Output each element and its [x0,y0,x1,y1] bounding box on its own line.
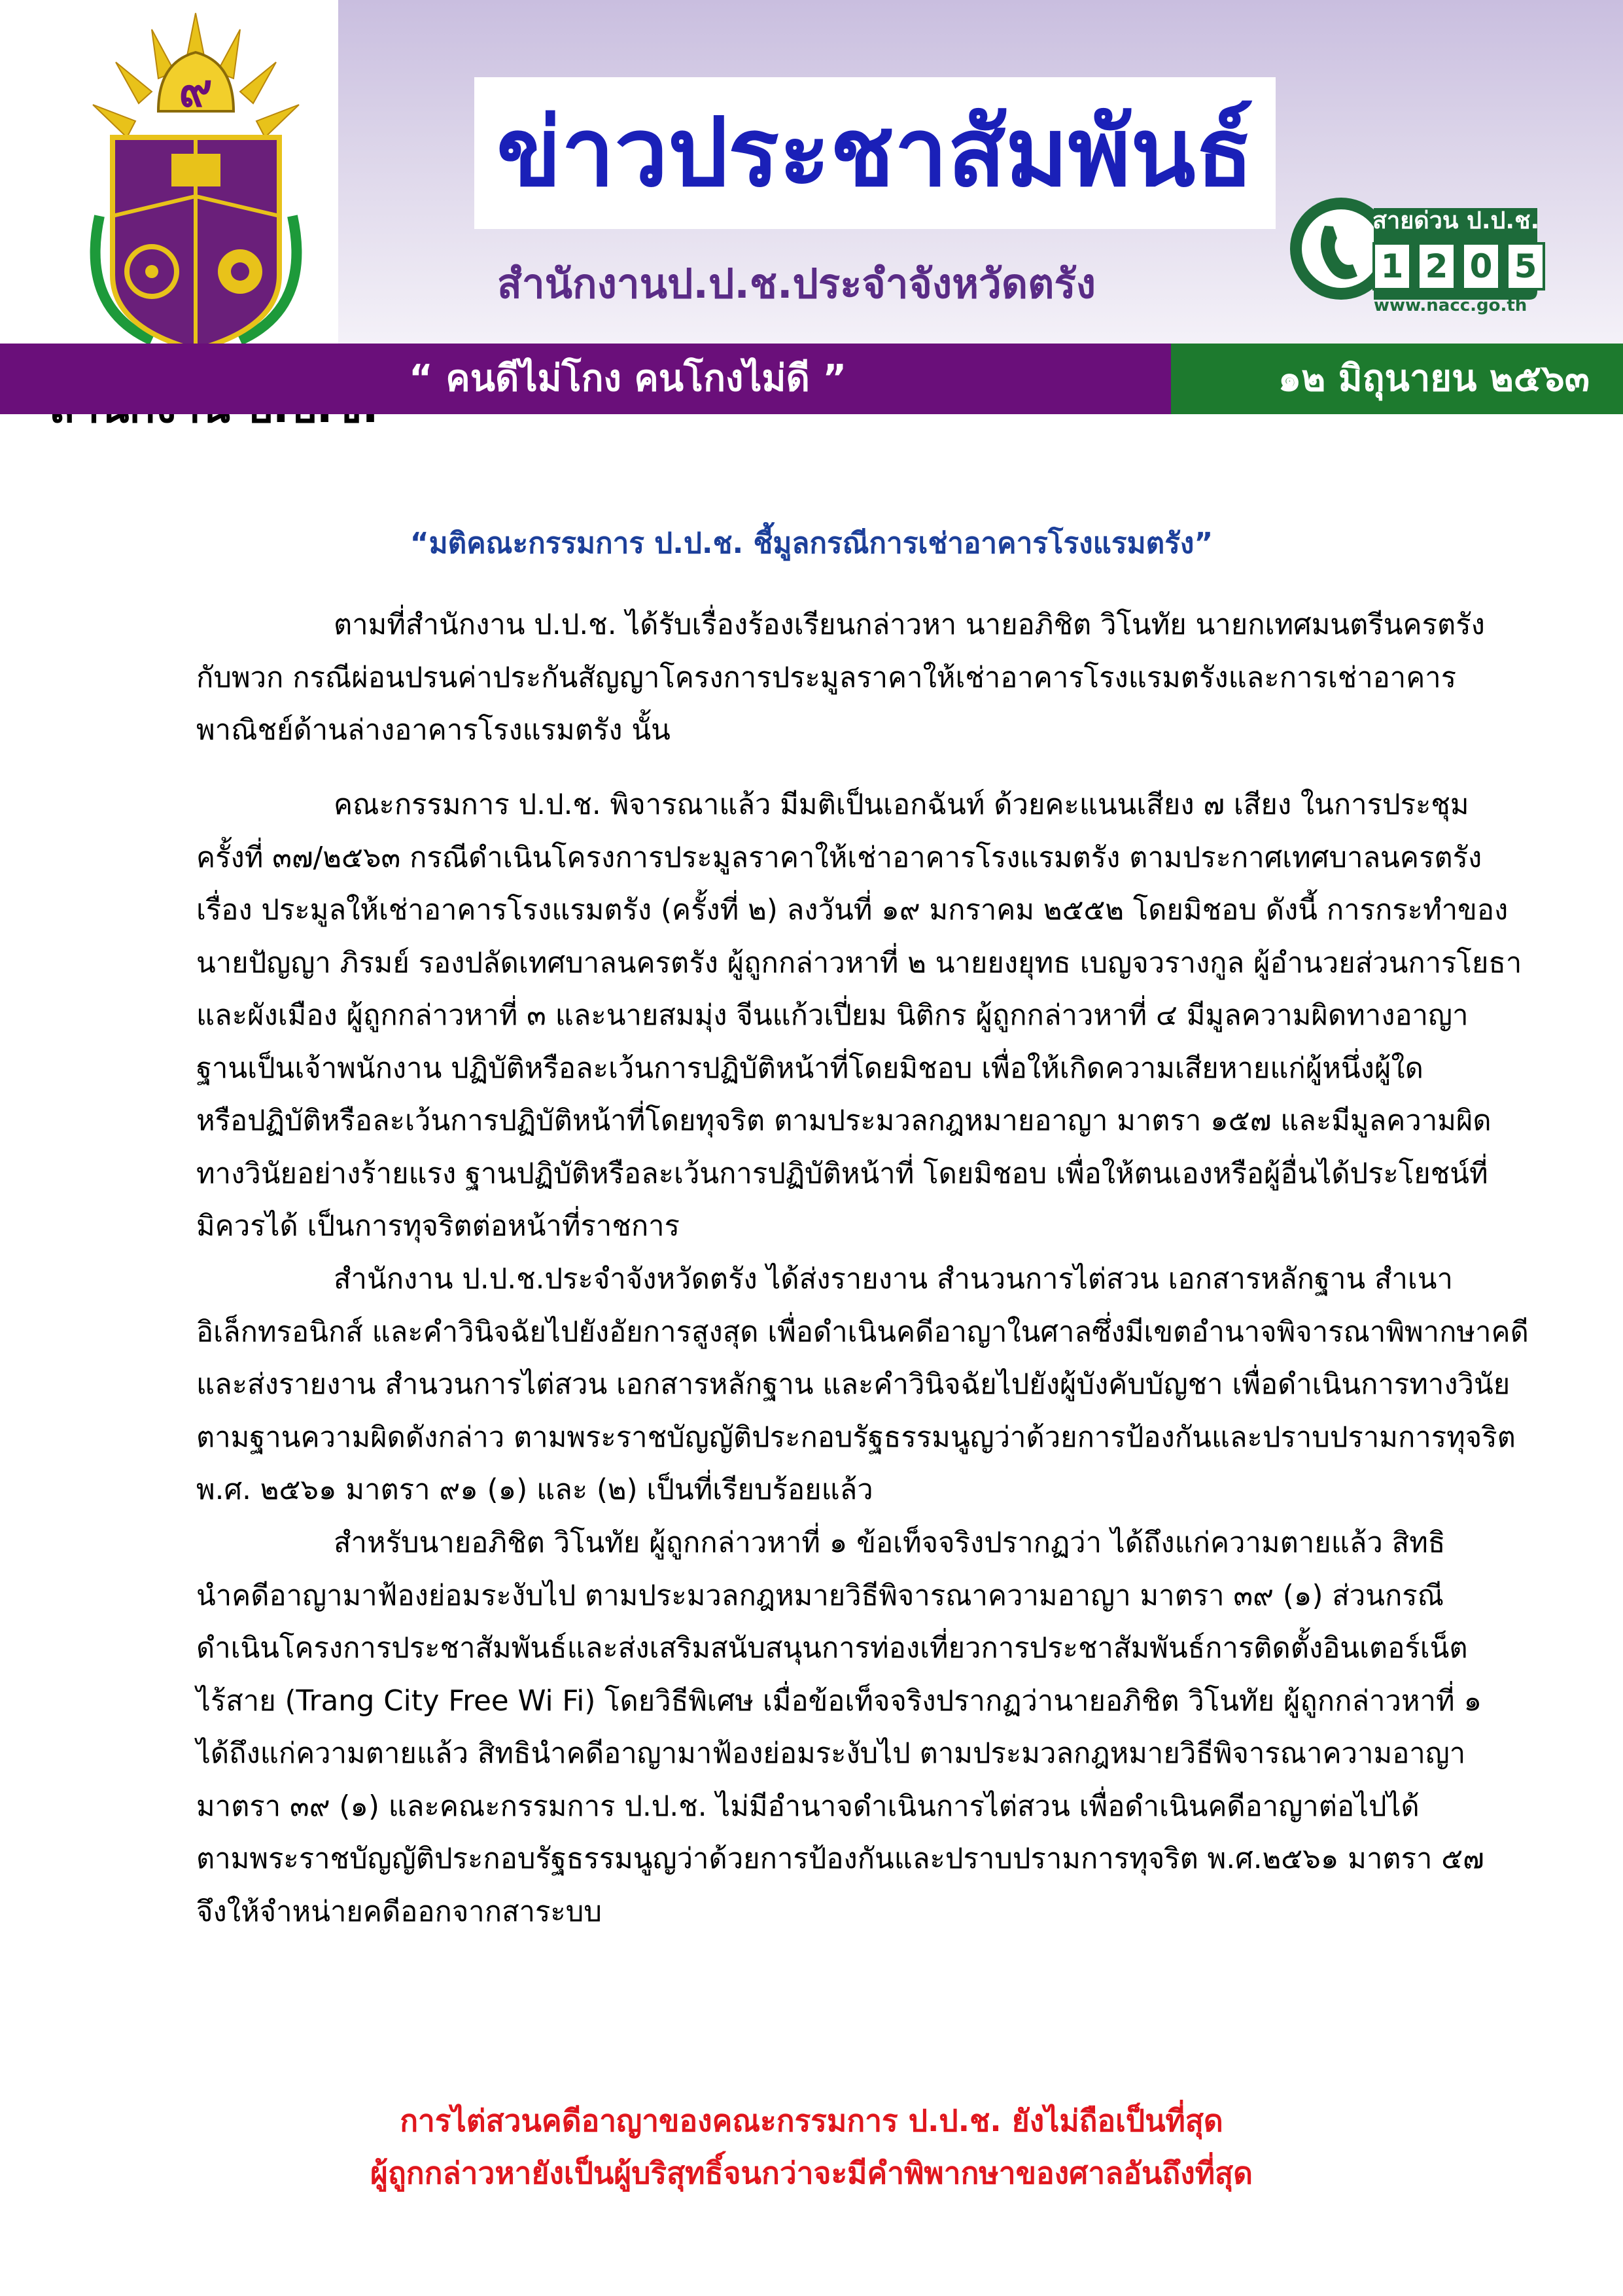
paragraph-line: ตามพระราชบัญญัติประกอบรัฐธรรมนูญว่าด้วยการป้องกันและปราบปรามการทุจริต พ.ศ.๒๕๖๑ มาตรา ๕๗ [196,1843,1484,1875]
paragraph-line: สำนักงาน ป.ป.ช.ประจำจังหวัดตรัง ได้ส่งรายงาน สำนวนการไต่สวน เอกสารหลักฐาน สำเนา [334,1263,1453,1296]
paragraph-line: มิควรได้ เป็นการทุจริตต่อหน้าที่ราชการ [196,1210,680,1243]
paragraph-line: ทางวินัยอย่างร้ายแรง ฐานปฏิบัติหรือละเว้นการปฏิบัติหน้าที่ โดยมิชอบ เพื่อให้ตนเองหรือผู้อื่นได้ประโยชน์ที่ [196,1157,1488,1190]
paragraph-line: สำหรับนายอภิชิต วิโนทัย ผู้ถูกกล่าวหาที่ ๑ ข้อเท็จจริงปรากฏว่า ได้ถึงแก่ความตายแล้ว สิทธิ [334,1527,1446,1559]
paragraph-line: ดำเนินโครงการประชาสัมพันธ์และส่งเสริมสนับสนุนการท่องเที่ยวการประชาสัมพันธ์การติดตั้งอินเตอร์เน็ต [196,1632,1468,1665]
hotline-digit: 0 [1461,242,1501,291]
paragraph-line: ไร้สาย (Trang City Free Wi Fi) โดยวิธีพิเศษ เมื่อข้อเท็จจริงปรากฏว่านายอภิชิต วิโนทัย ผู้ถูกกล่าวหาที่ ๑ [196,1684,1482,1718]
paragraph-line: ตามที่สำนักงาน ป.ป.ช. ได้รับเรื่องร้องเรียนกล่าวหา นายอภิชิต วิโนทัย นายกเทศมนตรีนครตรัง [334,609,1485,641]
paragraph-line: เรื่อง ประมูลให้เช่าอาคารโรงแรมตรัง (ครั้งที่ ๒) ลงวันที่ ๑๙ มกราคม ๒๕๕๒ โดยมิชอบ ดังนี้ การกระทำของ [196,894,1509,927]
slogan: “ คนดีไม่โกง คนโกงไม่ดี ” [409,357,847,400]
nacc-emblem-icon [54,0,338,380]
paragraph-line: นายปัญญา ภิรมย์ รองปลัดเทศบาลนครตรัง ผู้ถูกกล่าวหาที่ ๒ นายยงยุทธ เบญจวรางกูล ผู้อำนวยส่วนการโยธา [196,946,1522,980]
paragraph-line: และส่งรายงาน สำนวนการไต่สวน เอกสารหลักฐาน และคำวินิจฉัยไปยังผู้บังคับบัญชา เพื่อดำเนินการทางวินัย [196,1368,1510,1401]
news-headline: “มติคณะกรรมการ ป.ป.ช. ชี้มูลกรณีการเช่าอาคารโรงแรมตรัง” [410,527,1213,560]
page-title: ข่าวประชาสัมพันธ์ [497,97,1253,208]
paragraph-line: คณะกรรมการ ป.ป.ช. พิจารณาแล้ว มีมติเป็นเอกฉันท์ ด้วยคะแนนเสียง ๗ เสียง ในการประชุม [334,788,1469,821]
svg-text:๙: ๙ [179,63,213,117]
hotline-number [1372,242,1545,291]
paragraph-line: ฐานเป็นเจ้าพนักงาน ปฏิบัติหรือละเว้นการปฏิบัติหน้าที่โดยมิชอบ เพื่อให้เกิดความเสียหายแก่ผู้หนึ่งผู้ใด [196,1051,1423,1085]
paragraph-line: นำคดีอาญามาฟ้องย่อมระงับไป ตามประมวลกฎหมายวิธีพิจารณาความอาญา มาตรา ๓๙ (๑) ส่วนกรณี [196,1579,1444,1612]
paragraph-line: ได้ถึงแก่ความตายแล้ว สิทธินำคดีอาญามาฟ้องย่อมระงับไป ตามประมวลกฎหมายวิธีพิจารณาความอาญา [196,1737,1466,1770]
paragraph-1 [196,599,1485,757]
paragraph-line: มาตรา ๓๙ (๑) และคณะกรรมการ ป.ป.ช. ไม่มีอำนาจดำเนินการไต่สวน เพื่อดำเนินคดีอาญาต่อไปได้ [196,1790,1420,1823]
hotline-url: www.nacc.go.th [1374,296,1527,315]
office-name: สำนักงานป.ป.ช.ประจำจังหวัดตรัง [497,260,1096,308]
header-left-margin [0,0,54,344]
paragraph-line: และผังเมือง ผู้ถูกกล่าวหาที่ ๓ และนายสมมุ่ง จีนแก้วเปี่ยม นิติกร ผู้ถูกกล่าวหาที่ ๔ มีมูลความผิดทางอาญา [196,999,1469,1032]
paragraph-line: พ.ศ. ๒๕๖๑ มาตรา ๙๑ (๑) และ (๒) เป็นที่เรียบร้อยแล้ว [196,1474,873,1506]
hotline-digit: 5 [1506,242,1545,291]
paragraph-line: หรือปฏิบัติหรือละเว้นการปฏิบัติหน้าที่โดยทุจริต ตามประมวลกฎหมายอาญา มาตรา ๑๕๗ และมีมูลความผิด [196,1104,1492,1137]
hotline-label: สายด่วน ป.ป.ช. [1372,207,1540,234]
disclaimer-line-2: ผู้ถูกกล่าวหายังเป็นผู้บริสุทธิ์จนกว่าจะมีคำพิพากษาของศาลอันถึงที่สุด [370,2155,1253,2191]
paragraph-line: ครั้งที่ ๓๗/๒๕๖๓ กรณีดำเนินโครงการประมูลราคาให้เช่าอาคารโรงแรมตรัง ตามประกาศเทศบาลนครตรัง [196,841,1482,874]
paragraph-line: อิเล็กทรอนิกส์ และคำวินิจฉัยไปยังอัยการสูงสุด เพื่อดำเนินคดีอาญาในศาลซึ่งมีเขตอำนาจพิจารณาพิพากษาคดี [196,1315,1529,1349]
hotline-digit: 1 [1372,242,1412,291]
hotline-digit: 2 [1417,242,1456,291]
paragraph-line: ตามฐานความผิดดังกล่าว ตามพระราชบัญญัติประกอบรัฐธรรมนูญว่าด้วยการป้องกันและปราบปรามการทุจริต [196,1421,1516,1454]
publish-date: ๑๒ มิถุนายน ๒๕๖๓ [1278,357,1590,400]
disclaimer-line-1: การไต่สวนคดีอาญาของคณะกรรมการ ป.ป.ช. ยังไม่ถือเป็นที่สุด [400,2103,1223,2138]
paragraph-line: พาณิชย์ด้านล่างอาคารโรงแรมตรัง นั้น [196,714,671,747]
paragraph-4 [196,1517,1484,1938]
paragraph-line: จึงให้จำหน่ายคดีออกจากสาระบบ [196,1895,602,1928]
paragraph-3 [196,1253,1529,1517]
paragraph-line: กับพวก กรณีผ่อนปรนค่าประกันสัญญาโครงการประมูลราคาให้เช่าอาคารโรงแรมตรังและการเช่าอาคาร [196,661,1457,694]
paragraph-2 [196,779,1522,1253]
